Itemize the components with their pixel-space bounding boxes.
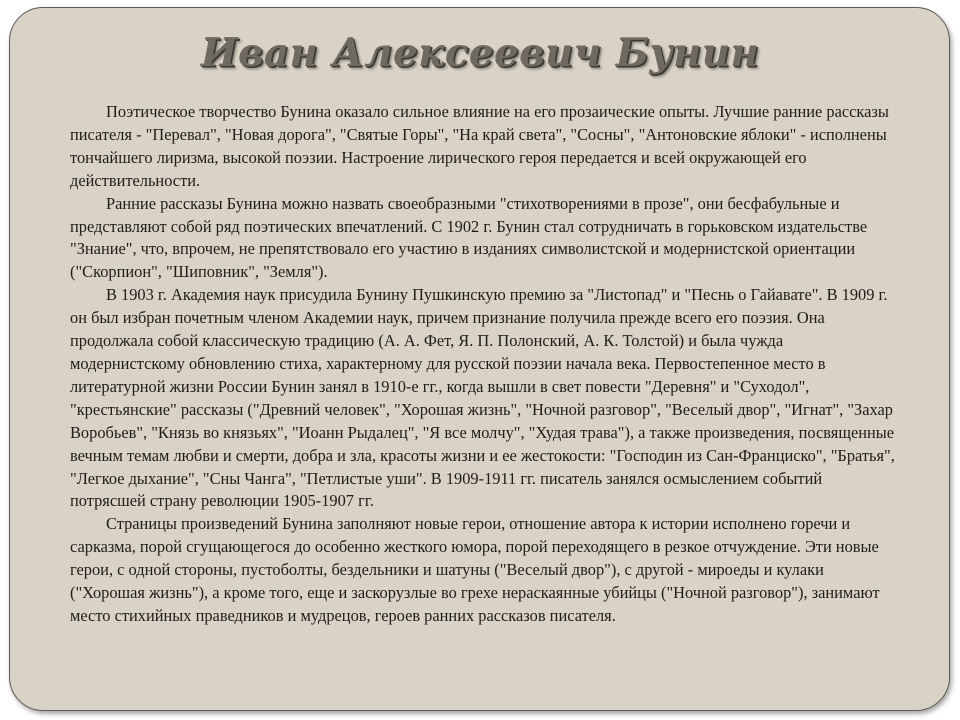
paragraph-poems-in-prose: Ранние рассказы Бунина можно назвать своеобразными "стихотворениями в прозе", они бесфабульные и представляют собой ряд поэтических впечатлений. С 1902 г. Бунин стал сотрудничать в горьковском издательстве "Знание", что, впрочем, не препятствовало его участию в изданиях символистской и модернистской ориентации ("Скорпион", "Шиповник", "Земля"). [70, 193, 868, 282]
slide-body-text [70, 101, 898, 628]
paragraph-pushkin-prize: В 1903 г. Академия наук присудила Бунину Пушкинскую премию за "Листопад" и "Песнь о Гайавате". В 1909 г. он был избран почетным членом Академии наук, причем признание получила прежде всего его поэзия. Она продолжала собой классическую традицию (А. А. Фет, Я. П. Полонский, А. К. Толстой) и была чужда модернистскому обновлению стиха, характерному для русской поэзии начала века. Первостепенное место в литературной жизни России Бунин занял в 1910-е гг., когда вышли в свет повести "Деревня" и "Суходол", "крестьянские" рассказы ("Древний человек", "Хорошая жизнь", "Ночной разговор", "Веселый двор", "Игнат", "Захар Воробьев", "Князь во князьях", "Иоанн Рыдалец", "Я все молчу", "Худая трава"), а также произведения, посвященные вечным темам любви и смерти, добра и зла, красоты жизни и ее жестокости: "Господин из Сан-Франциско", "Братья", "Легкое дыхание", "Сны Чанга", "Петлистые уши". В 1909-1911 гг. писатель занялся осмыслением событий потрясшей страну революции 1905-1907 гг. [70, 285, 895, 511]
paragraph-early-prose: Поэтическое творчество Бунина оказало сильное влияние на его прозаические опыты. Лучшие ранние рассказы писателя - "Перевал", "Новая дорога", "Святые Горы", "На край света", "Сосны", "Антоновские яблоки" - исполнены тончайшего лиризма, высокой поэзии. Настроение лирического героя передается и всей окружающей его действительности. [70, 102, 889, 190]
slide-title: Иван Алексеевич Бунин [200, 30, 760, 76]
paragraph-new-heroes: Страницы произведений Бунина заполняют новые герои, отношение автора к истории исполнено горечи и сарказма, порой сгущающегося до особенно жесткого юмора, порой переходящего в резкое отчуждение. Эти новые герои, с одной стороны, пустоболты, бездельники и шатуны ("Веселый двор"), с другой - мироеды и кулаки ("Хорошая жизнь"), а кроме того, еще и заскорузлые во грехе нераскаянные убийцы ("Ночной разговор"), занимают место стихийных праведников и мудрецов, героев ранних рассказов писателя. [70, 514, 880, 625]
